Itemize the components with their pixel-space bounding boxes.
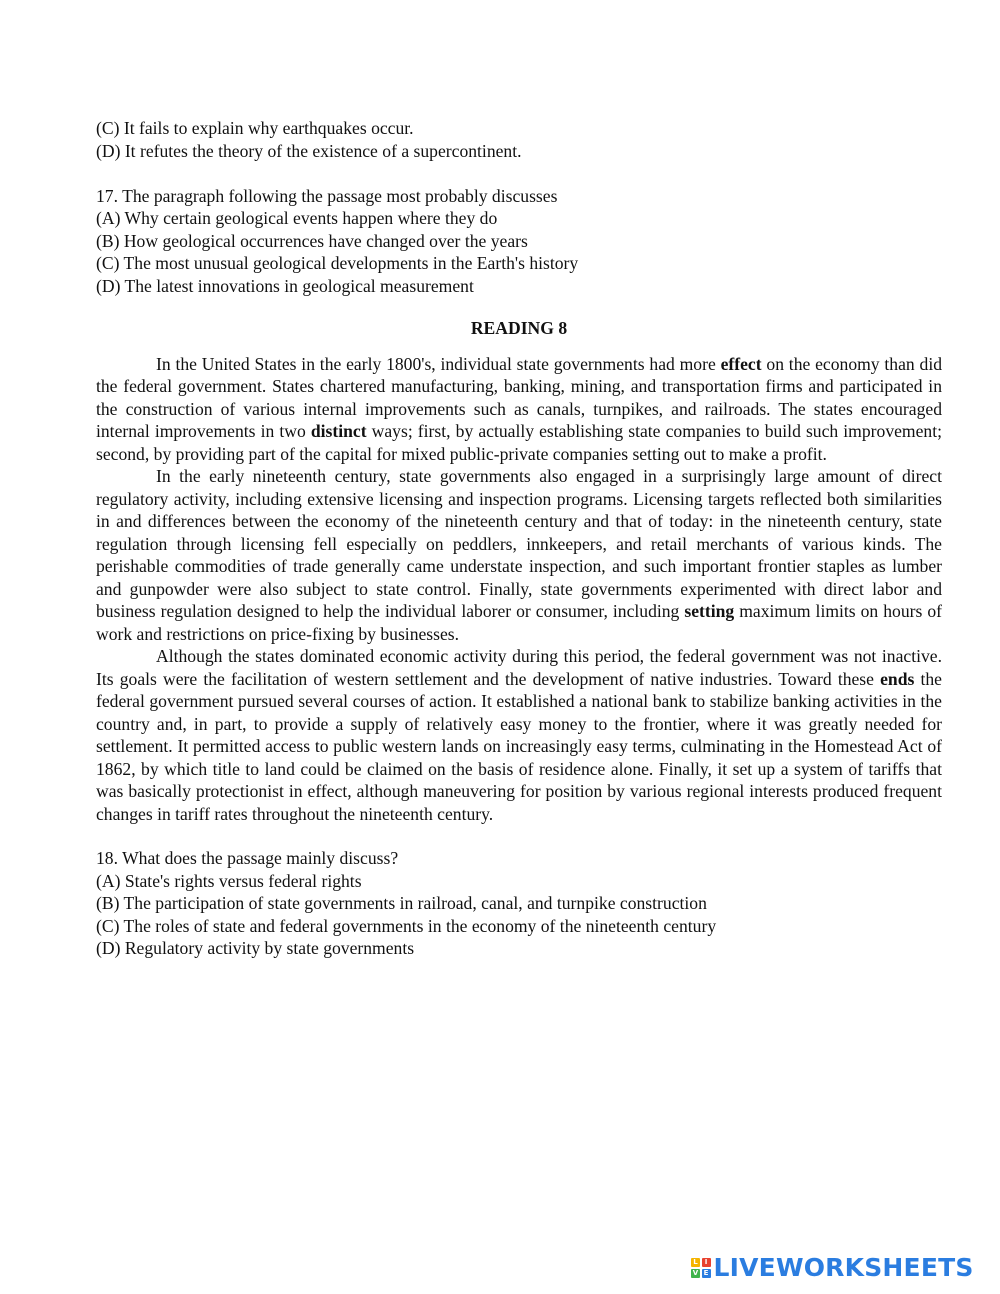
passage-paragraph-1: In the United States in the early 1800's, individual state governments had more effect on the economy than did the federal government. States chartered manufacturing, banking, mining, and transportation firms and participated in the construction of various internal improvements such as canals, turnpikes, and railroads. The states encouraged internal improvements in two distinct ways; first, by actually establishing state companies to build such improvement; second, by providing part of the capital for mixed public-private companies setting out to make a profit. [96,353,943,464]
option-c[interactable]: (C) The roles of state and federal governments in the economy of the nineteenth century [96,915,717,936]
question-stem: 17. The paragraph following the passage most probably discusses [96,185,558,206]
keyword-effect: effect [720,353,762,374]
option-a[interactable]: (A) State's rights versus federal rights [96,870,362,891]
keyword-setting: setting [684,601,735,621]
question-stem: 18. What does the passage mainly discuss? [96,848,399,868]
reading-title: READING 8 [470,318,568,338]
question-17 [96,185,942,298]
option-d[interactable]: (D) The latest innovations in geological measurement [96,275,474,296]
option-c[interactable]: (C) The most unusual geological developments in the Earth's history [96,253,579,273]
option-b[interactable]: (B) How geological occurrences have changed over the years [96,230,528,251]
question-18 [96,847,942,960]
passage-paragraph-3: Although the states dominated economic activity during this period, the federal government was not inactive. Its goals were the facilitation of western settlement and the development of native industries. Toward these ends the federal government pursued several courses of action. It established a national bank to stabilize banking activities in the country and, in part, to provide a supply of relatively easy money to the frontier, where it was greatly needed for settlement. It permitted access to public western lands on increasingly easy terms, culminating in the Homestead Act of 1862, by which title to land could be claimed on the basis of residence alone. Finally, it set up a system of tariffs that was basically protectionist in effect, although maneuvering for position by various regional interests produced frequent changes in tariff rates throughout the nineteenth century. [96,646,942,824]
option-d[interactable]: (D) Regulatory activity by state governments [96,938,415,958]
option-c[interactable]: (C) It fails to explain why earthquakes occur. [96,118,414,138]
liveworksheets-logo [691,1253,974,1283]
logo-mark-icon: L I V E [691,1258,711,1278]
option-a[interactable]: (A) Why certain geological events happen where they do [96,208,498,228]
option-b[interactable]: (B) The participation of state governments in railroad, canal, and turnpike construction [96,893,707,913]
passage-paragraph-2: In the early nineteenth century, state governments also engaged in a surprisingly large amount of direct regulatory activity, including extensive licensing and inspection programs. Licensing targets reflected both similarities in and differences between the economy of the nineteenth century and that of today: in the nineteenth century, state regulation through licensing fell especially on peddlers, innkeepers, and retail merchants of various kinds. The perishable commodities of trade generally came understate inspection, and such important frontier staples as lumber and gunpowder were also subject to state control. Finally, state governments experimented with direct labor and business regulation designed to help the individual laborer or consumer, including setting maximum limits on hours of work and restrictions on price-fixing by businesses. [96,466,942,644]
logo-text: LIVEWORKSHEETS [713,1252,974,1282]
option-d[interactable]: (D) It refutes the theory of the existence of a supercontinent. [96,140,522,161]
worksheet-page [96,117,942,960]
keyword-ends: ends [880,668,915,689]
keyword-distinct: distinct [310,421,367,441]
previous-question-options [96,117,942,162]
